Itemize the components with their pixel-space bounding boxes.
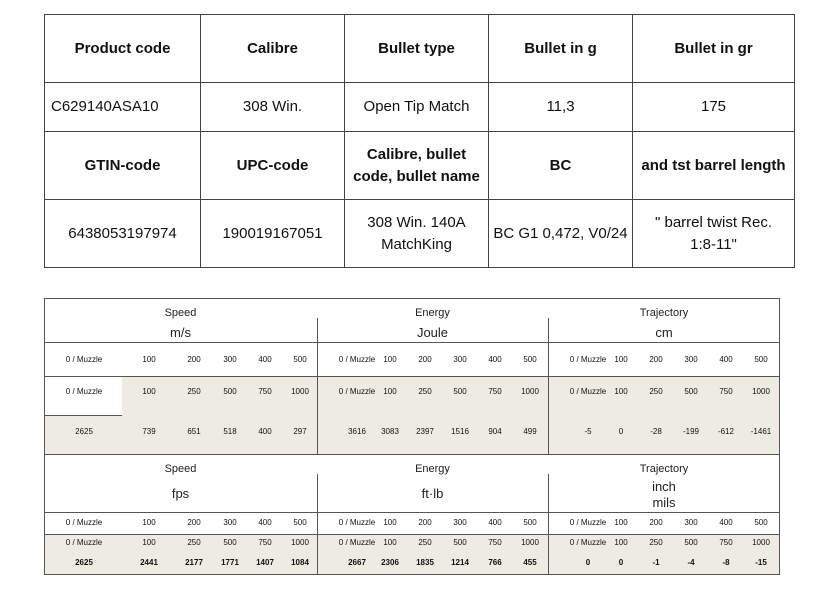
header-calibre-bullet: Calibre, bullet code, bullet name: [345, 132, 489, 200]
distance-label: 300: [453, 518, 467, 527]
distance-label: 500: [754, 355, 768, 364]
distance-label: 500: [684, 538, 698, 547]
distance-label: 0 / Muzzle: [569, 538, 607, 547]
distance-label: 1000: [752, 538, 770, 547]
trajectory-value: -1461: [750, 427, 772, 436]
distance-label: 500: [293, 355, 307, 364]
distance-label: 0 / Muzzle: [65, 355, 103, 364]
distance-label: 100: [142, 518, 156, 527]
speed-value: 1771: [221, 558, 239, 567]
distance-label: 500: [684, 387, 698, 396]
distance-label: 0 / Muzzle: [569, 387, 607, 396]
calibre-value: 308 Win.: [201, 83, 345, 132]
product-value-row-2: [45, 200, 795, 268]
distance-label: 400: [488, 518, 502, 527]
distance-label: 400: [719, 518, 733, 527]
bottom-border: [44, 574, 780, 575]
speed-value: 739: [142, 427, 156, 436]
distance-label: 500: [293, 518, 307, 527]
header-bullet-type: Bullet type: [345, 15, 489, 83]
speed-value: 518: [223, 427, 237, 436]
trajectory-value: -5: [584, 427, 592, 436]
distance-label: 1000: [521, 538, 539, 547]
energy-value: 1835: [416, 558, 434, 567]
row-divider: [44, 376, 780, 377]
distance-label: 750: [719, 387, 733, 396]
trajectory-unit: inch: [652, 479, 676, 494]
distance-label: 500: [453, 538, 467, 547]
energy-value: 904: [488, 427, 502, 436]
distance-label: 400: [488, 355, 502, 364]
distance-label: 0 / Muzzle: [569, 355, 607, 364]
left-border: [44, 298, 45, 575]
trajectory-value: -4: [687, 558, 695, 567]
trajectory-unit-2: mils: [652, 495, 676, 510]
distance-label: 750: [258, 538, 272, 547]
top-border: [44, 298, 780, 299]
ballistics-table: [44, 298, 780, 575]
energy-value: 2306: [381, 558, 399, 567]
bullet-g-value: 11,3: [489, 83, 633, 132]
product-header-row: [45, 15, 795, 83]
speed-value: 1084: [291, 558, 309, 567]
distance-label: 500: [754, 518, 768, 527]
trajectory-value: 0: [585, 558, 591, 567]
speed-value: 2625: [75, 558, 93, 567]
gtin-value: 6438053197974: [45, 200, 201, 268]
distance-label: 0 / Muzzle: [338, 538, 376, 547]
trajectory-value: 0: [618, 427, 624, 436]
energy-value: 1516: [451, 427, 469, 436]
trajectory-value: -15: [755, 558, 767, 567]
trajectory-value: -1: [652, 558, 660, 567]
energy-title: Energy: [415, 307, 450, 319]
distance-label: 200: [187, 355, 201, 364]
speed-value: 297: [293, 427, 307, 436]
distance-label: 750: [719, 538, 733, 547]
trajectory-value: 0: [618, 558, 624, 567]
speed-title: Speed: [164, 463, 197, 475]
distance-label: 100: [614, 355, 628, 364]
energy-value: 455: [523, 558, 537, 567]
distance-label: 100: [614, 538, 628, 547]
product-header-row-2: [45, 132, 795, 200]
distance-label: 300: [684, 355, 698, 364]
distance-label: 250: [418, 387, 432, 396]
trajectory-value: -28: [650, 427, 662, 436]
distance-label: 500: [453, 387, 467, 396]
distance-label: 750: [488, 538, 502, 547]
distance-label: 200: [649, 355, 663, 364]
product-code-value: C629140ASA10: [45, 83, 201, 132]
distance-label: 1000: [291, 538, 309, 547]
product-value-row: [45, 83, 795, 132]
header-bc: BC: [489, 132, 633, 200]
distance-label: 500: [523, 518, 537, 527]
distance-label: 1000: [291, 387, 309, 396]
row-divider: [44, 415, 122, 416]
distance-label: 500: [223, 387, 237, 396]
header-gtin: GTIN-code: [45, 132, 201, 200]
row-divider: [44, 534, 780, 535]
speed-value: 1407: [256, 558, 274, 567]
energy-value: 499: [523, 427, 537, 436]
barrel-value: " barrel twist Rec. 1:8-11": [633, 200, 795, 268]
row-divider: [44, 512, 780, 513]
distance-label: 100: [383, 538, 397, 547]
distance-label: 0 / Muzzle: [65, 518, 103, 527]
header-bullet-g: Bullet in g: [489, 15, 633, 83]
distance-label: 100: [142, 538, 156, 547]
distance-label: 0 / Muzzle: [338, 355, 376, 364]
distance-label: 400: [719, 355, 733, 364]
distance-label: 250: [187, 538, 201, 547]
trajectory-title: Trajectory: [639, 307, 689, 319]
speed-value: 2625: [75, 427, 93, 436]
speed-value: 400: [258, 427, 272, 436]
energy-value: 766: [488, 558, 502, 567]
distance-label: 200: [187, 518, 201, 527]
product-table: [44, 14, 795, 268]
speed-unit: fps: [171, 486, 190, 501]
distance-label: 100: [142, 387, 156, 396]
distance-label: 300: [684, 518, 698, 527]
distance-label: 0 / Muzzle: [569, 518, 607, 527]
trajectory-unit: cm: [655, 325, 673, 340]
energy-value: 3616: [348, 427, 366, 436]
distance-label: 100: [383, 518, 397, 527]
distance-label: 1000: [752, 387, 770, 396]
header-product-code: Product code: [45, 15, 201, 83]
upc-value: 190019167051: [201, 200, 345, 268]
distance-label: 250: [418, 538, 432, 547]
distance-label: 200: [418, 518, 432, 527]
distance-label: 100: [383, 387, 397, 396]
energy-value: 1214: [451, 558, 469, 567]
speed-value: 2441: [140, 558, 158, 567]
distance-label: 750: [488, 387, 502, 396]
distance-label: 0 / Muzzle: [65, 538, 103, 547]
calibre-bullet-value: 308 Win. 140A MatchKing: [345, 200, 489, 268]
distance-label: 500: [523, 355, 537, 364]
energy-title: Energy: [415, 463, 450, 475]
speed-value: 651: [187, 427, 201, 436]
distance-label: 750: [258, 387, 272, 396]
distance-label: 250: [649, 538, 663, 547]
distance-label: 500: [223, 538, 237, 547]
header-upc: UPC-code: [201, 132, 345, 200]
header-calibre: Calibre: [201, 15, 345, 83]
speed-value: 2177: [185, 558, 203, 567]
trajectory-value: -612: [717, 427, 734, 436]
row-divider: [44, 342, 780, 343]
distance-label: 300: [453, 355, 467, 364]
header-bullet-gr: Bullet in gr: [633, 15, 795, 83]
energy-unit: Joule: [416, 325, 449, 340]
distance-label: 400: [258, 355, 272, 364]
section-divider: [44, 454, 780, 455]
distance-label: 100: [614, 518, 628, 527]
trajectory-title: Trajectory: [639, 463, 689, 475]
distance-label: 250: [649, 387, 663, 396]
speed-title: Speed: [164, 307, 197, 319]
distance-label: 400: [258, 518, 272, 527]
header-barrel: and tst barrel length: [633, 132, 795, 200]
distance-label: 1000: [521, 387, 539, 396]
bullet-type-value: Open Tip Match: [345, 83, 489, 132]
distance-label: 100: [614, 387, 628, 396]
right-border: [779, 298, 780, 575]
energy-value: 3083: [381, 427, 399, 436]
distance-label: 250: [187, 387, 201, 396]
distance-label: 0 / Muzzle: [65, 387, 103, 396]
distance-label: 0 / Muzzle: [338, 387, 376, 396]
distance-label: 200: [649, 518, 663, 527]
bc-value: BC G1 0,472, V0/24: [489, 200, 633, 268]
trajectory-value: -199: [682, 427, 699, 436]
distance-label: 300: [223, 355, 237, 364]
distance-label: 300: [223, 518, 237, 527]
speed-unit: m/s: [170, 325, 191, 340]
energy-unit: ft·lb: [421, 486, 444, 501]
energy-value: 2667: [348, 558, 366, 567]
distance-label: 100: [142, 355, 156, 364]
distance-label: 0 / Muzzle: [338, 518, 376, 527]
distance-label: 200: [418, 355, 432, 364]
energy-value: 2397: [416, 427, 434, 436]
distance-label: 100: [383, 355, 397, 364]
trajectory-value: -8: [722, 558, 730, 567]
bullet-gr-value: 175: [633, 83, 795, 132]
